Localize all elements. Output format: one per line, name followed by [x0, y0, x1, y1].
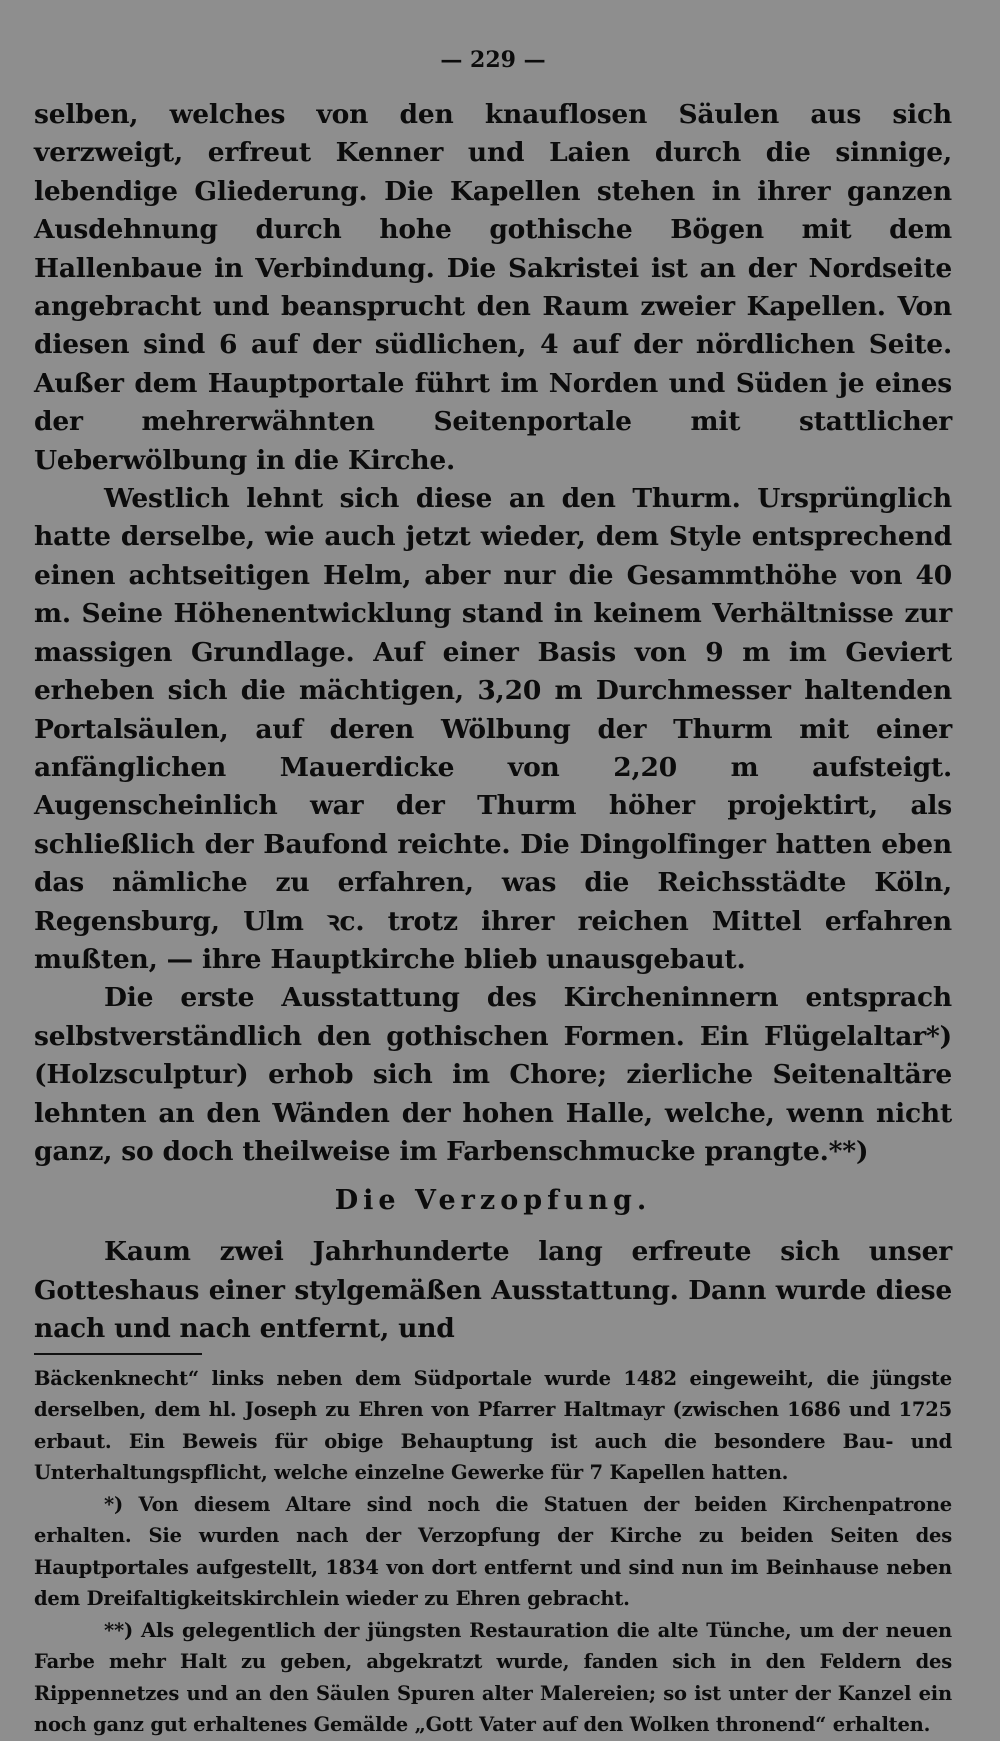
footnote-continuation: Bäckenknecht“ links neben dem Südportale wurde 1482 eingeweiht, die jüngste derselben, dem hl. Joseph zu Ehren von Pfarrer Haltmayr (zwischen 1686 und 1725 erbaut. Ein Beweis für obige Behauptung ist auch die besondere Bau- und Unterhaltungspflicht, welche einzelne Gewerke für 7 Kapellen hatten. [34, 1366, 952, 1485]
page-number: — 229 — [440, 47, 546, 73]
footnote-single-star: *) Von diesem Altare sind noch die Statuen der beiden Kirchenpatrone erhalten. Sie wurden nach der Verzopfung der Kirche zu beiden Seiten des Hauptportales aufgestellt, 1834 von dort entfernt und sind nun im Beinhause neben dem Dreifaltigkeitskirchlein wieder zu Ehren gebracht. [34, 1492, 952, 1611]
paragraph-tower: Westlich lehnt sich diese an den Thurm. Ursprünglich hatte derselbe, wie auch jetzt wieder, dem Style entsprechend einen achtseitigen Helm, aber nur die Gesammthöhe von 40 m. Seine Höhenentwicklung stand in keinem Verhältnisse zur massigen Grundlage. Auf einer Basis von 9 m im Geviert erheben sich die mächtigen, 3,20 m Durchmesser haltenden Portalsäulen, auf deren Wölbung der Thurm mit einer anfänglichen Mauerdicke von 2,20 m aufsteigt. Augenscheinlich war der Thurm höher projektirt, als schließlich der Baufond reichte. Die Dingolfinger hatten eben das nämliche zu erfahren, was die Reichsstädte Köln, Regensburg, Ulm ꝛc. trotz ihrer reichen Mittel erfahren mußten, — ihre Hauptkirche blieb unausgebaut. [34, 483, 952, 975]
main-text [34, 96, 952, 1349]
paragraph-nave: selben, welches von den knauflosen Säulen aus sich verzweigt, erfreut Kenner und Laien durch die sinnige, lebendige Gliederung. Die Kapellen stehen in ihrer ganzen Ausdehnung durch hohe gothische Bögen mit dem Hallenbaue in Verbindung. Die Sakristei ist an der Nordseite angebracht und beansprucht den Raum zweier Kapellen. Von diesen sind 6 auf der südlichen, 4 auf der nördlichen Seite. Außer dem Hauptportale führt im Norden und Süden je eines der mehrerwähnten Seitenportale mit stattlicher Ueberwölbung in die Kirche. [34, 99, 952, 476]
section-heading: Die Verzopfung. [334, 1185, 652, 1217]
footnote-double-star: **) Als gelegentlich der jüngsten Restauration die alte Tünche, um der neuen Farbe mehr Halt zu geben, abgekratzt wurde, fanden sich in den Feldern des Rippennetzes und an den Säulen Spuren alter Malereien; so ist unter der Kanzel ein noch ganz gut erhaltenes Gemälde „Gott Vater auf den Wolken thronend“ erhalten. [34, 1618, 952, 1737]
footnote-separator [34, 1353, 202, 1355]
paragraph-verzopfung: Kaum zwei Jahrhunderte lang erfreute sich unser Gotteshaus einer stylgemäßen Ausstattung. Dann wurde diese nach und nach entfernt, und [34, 1236, 952, 1345]
paragraph-furnishing: Die erste Ausstattung des Kircheninnern entsprach selbstverständlich den gothischen Formen. Ein Flügelaltar*) (Holzsculptur) erhob sich im Chore; zierliche Seitenaltäre lehnten an den Wänden der hohen Halle, welche, wenn nicht ganz, so doch theilweise im Farbenschmucke prangte.**) [34, 982, 952, 1167]
footnotes [34, 1363, 952, 1741]
